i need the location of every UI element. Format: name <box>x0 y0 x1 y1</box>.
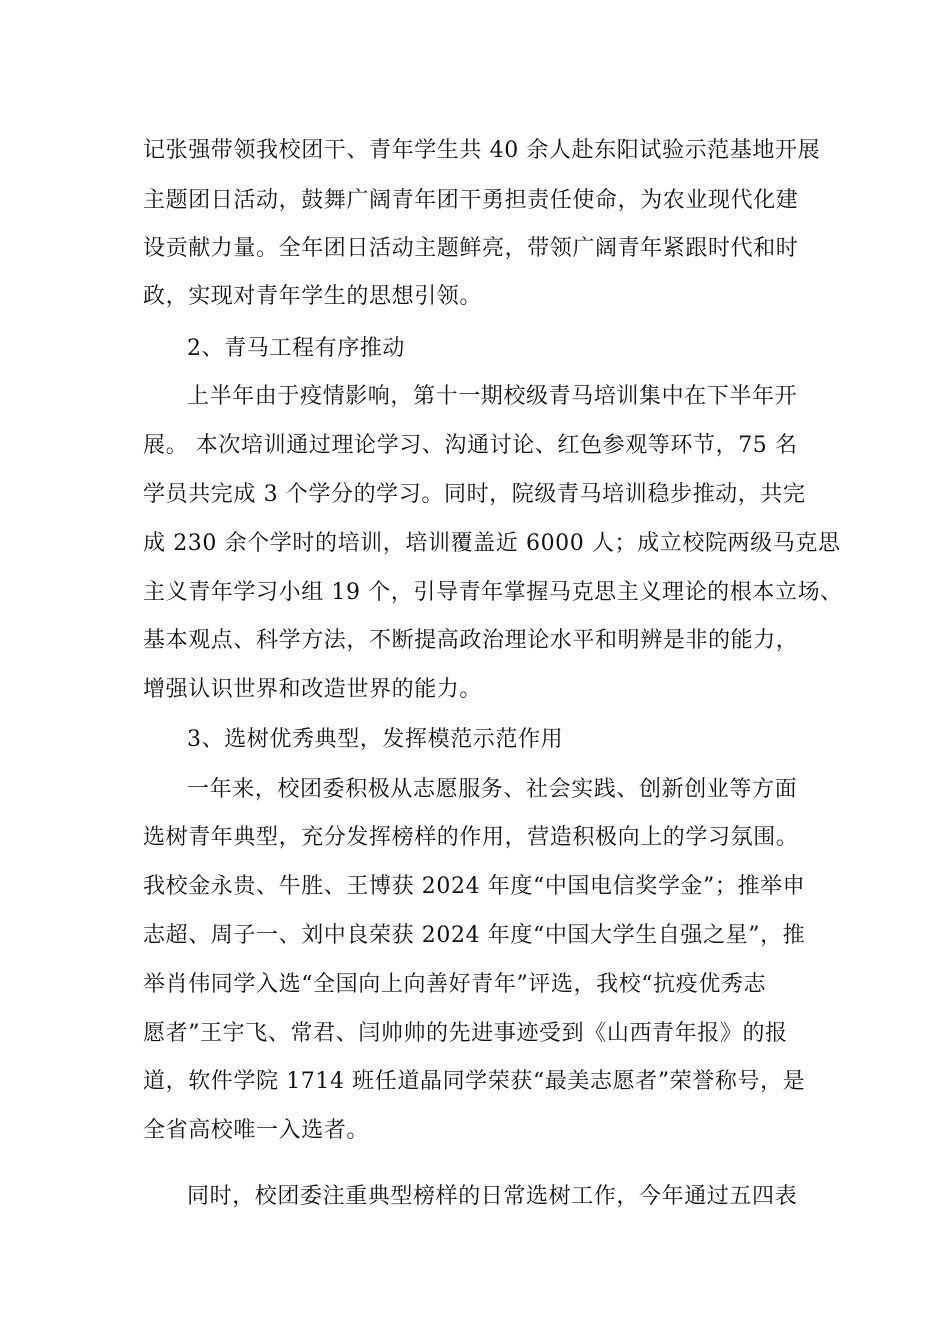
text-line-15: 选树青年典型，充分发挥榜样的作用，营造积极向上的学习氛围。 <box>143 825 799 850</box>
text-line-11: 基本观点、科学方法，不断提高政治理论水平和明辨是非的能力， <box>143 628 799 653</box>
text-line-14: 一年来，校团委积极从志愿服务、社会实践、创新创业等方面 <box>187 777 798 802</box>
text-line-18: 举肖伟同学入选“全国向上向善好青年”评选，我校“抗疫优秀志 <box>143 972 767 997</box>
text-line-21: 全省高校唯一入选者。 <box>143 1118 370 1143</box>
text-line-7: 展。 本次培训通过理论学习、沟通讨论、红色参观等环节，75 名 <box>143 433 798 458</box>
text-line-8: 学员共完成 3 个学分的学习。同时，院级青马培训稳步推动，共完 <box>143 482 806 507</box>
text-line-4: 政，实现对青年学生的思想引领。 <box>143 284 483 309</box>
text-line-6: 上半年由于疫情影响，第十一期校级青马培训集中在下半年开 <box>187 384 798 409</box>
text-line-3: 设贡献力量。全年团日活动主题鲜亮，带领广阔青年紧跟时代和时 <box>143 236 799 261</box>
text-line-9: 成 230 余个学时的培训，培训覆盖近 6000 人；成立校院两级马克思 <box>143 531 841 556</box>
text-line-12: 增强认识世界和改造世界的能力。 <box>143 677 483 702</box>
text-line-16: 我校金永贵、牛胜、王博获 2024 年度“中国电信奖学金”；推举申 <box>143 874 806 899</box>
section-heading-3: 3、选树优秀典型，发挥模范示范作用 <box>187 727 564 752</box>
text-line-20: 道，软件学院 1714 班任道晶同学荣获“最美志愿者”荣誉称号，是 <box>143 1069 806 1094</box>
text-line-10: 主义青年学习小组 19 个，引导青年掌握马克思主义理论的根本立场、 <box>143 580 843 605</box>
text-line-17: 志超、周子一、刘中良荣获 2024 年度“中国大学生自强之星”，推 <box>143 923 806 948</box>
text-line-19: 愿者”王宇飞、常君、闫帅帅的先进事迹受到《山西青年报》的报 <box>143 1021 788 1046</box>
text-line-22: 同时，校团委注重典型榜样的日常选树工作，今年通过五四表 <box>187 1184 798 1209</box>
section-heading-2: 2、青马工程有序推动 <box>187 336 405 361</box>
text-line-1: 记张强带领我校团干、青年学生共 40 余人赴东阳试验示范基地开展 <box>143 138 821 163</box>
text-line-2: 主题团日活动，鼓舞广阔青年团干勇担责任使命，为农业现代化建 <box>143 188 799 213</box>
